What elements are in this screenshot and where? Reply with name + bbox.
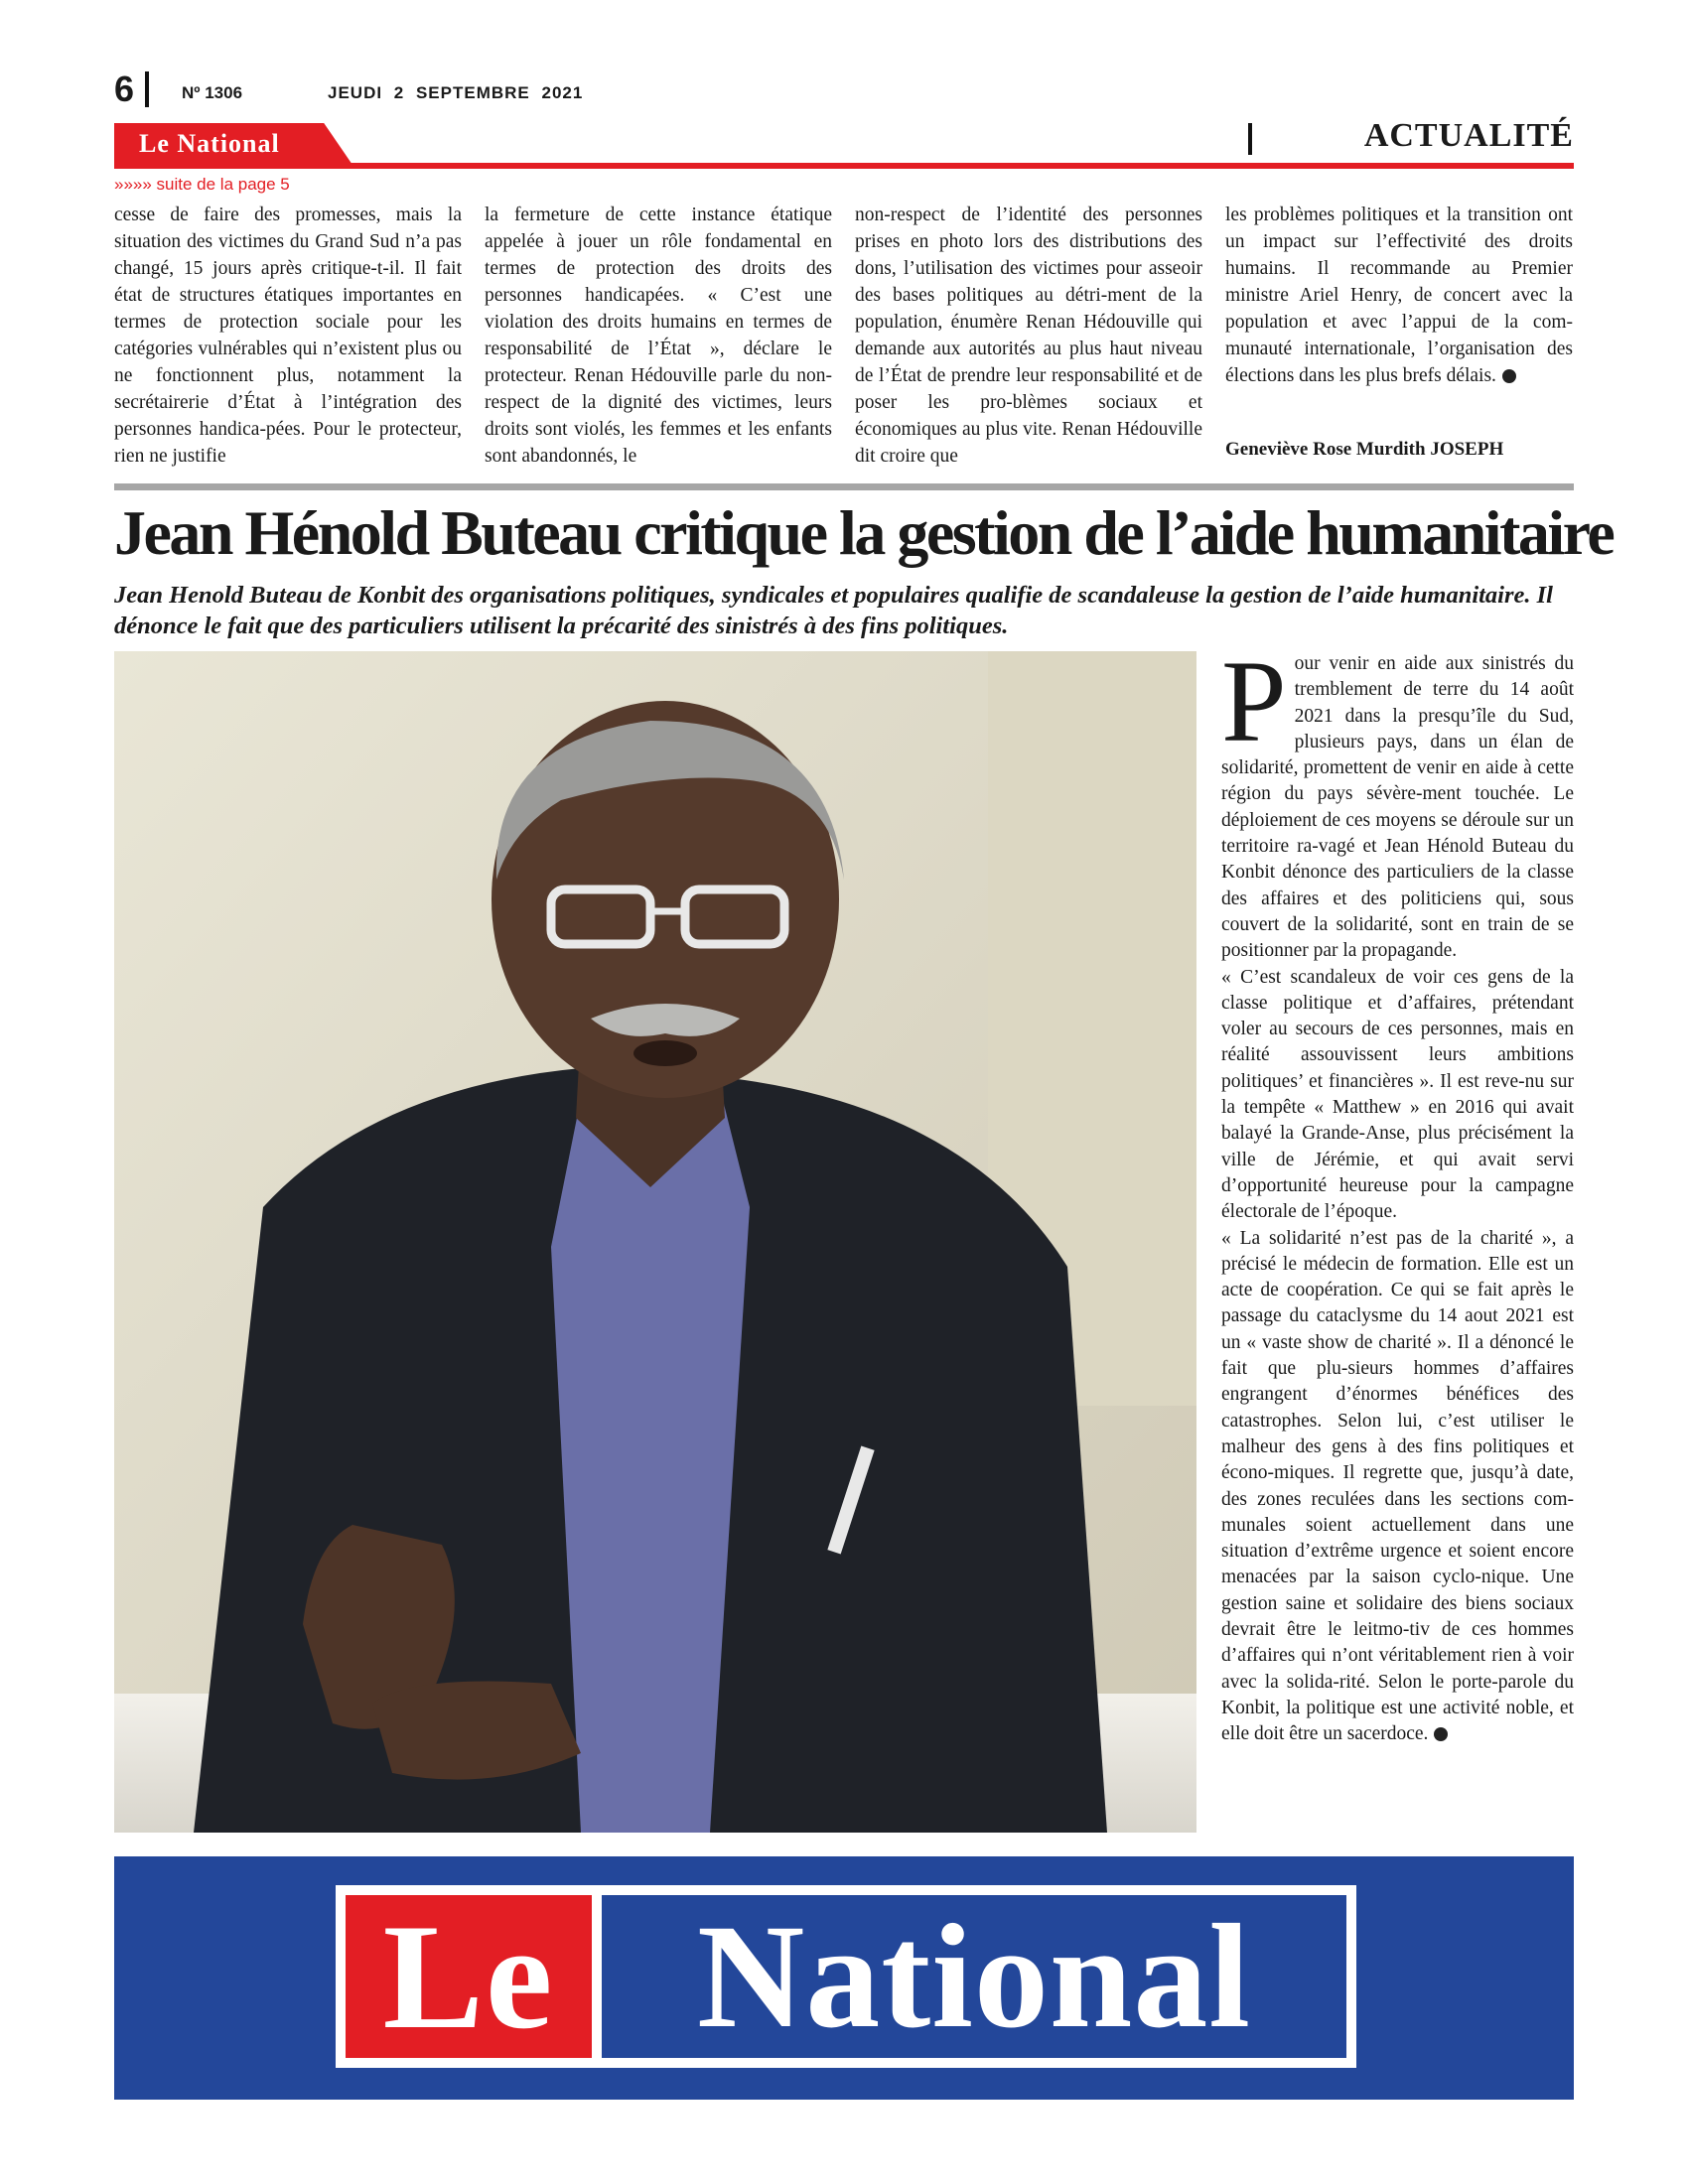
logo-national-text: National <box>696 1894 1252 2059</box>
article-paragraph-2: « C’est scandaleux de voir ces gens de la classe politique et d’affaires, prétendant voler au secours de ces personnes, mais en réalité assouvissent leurs ambitions politiques’ et financières ». Il est reve-nu sur la tempête « Matthew » en 2016 qui avait balayé la Grande-Anse, plus précisément la ville de Jérémie, et qui avait servi d’opportunité heureuse pour la campagne électorale de l’époque. <box>1221 966 1574 1223</box>
page-number: 6 <box>114 68 135 109</box>
continuation-column-4 <box>1225 202 1573 470</box>
continuation-column-4-text: les problèmes politiques et la transition ont un impact sur l’effectivité des droits humains. Il recommande au Premier ministre Ariel Henry, de concert avec la population et avec l’appui de la com-munauté internationale, l’organisation des élections dans les plus brefs délais. <box>1225 205 1573 386</box>
article-headline: Jean Hénold Buteau critique la gestion de l’aide humanitaire <box>114 497 1614 568</box>
section-title: ACTUALITÉ <box>1363 117 1574 154</box>
continuation-column-1: cesse de faire des promesses, mais la situation des victimes du Grand Sud n’a pas changé, 15 jours après critique-t-il. Il fait état de structures étatiques importantes en termes de protection sociale pour les catégories vulnérables qui n’existent plus ou ne fonctionnent plus, notamment la secrétairerie d’État à l’intégration des personnes handica-pées. Pour le protecteur, rien ne justifie <box>114 205 462 467</box>
byline: Geneviève Rose Murdith JOSEPH <box>1225 439 1504 460</box>
brand-tab-label: Le National <box>139 129 280 158</box>
issue-number: Nº 1306 <box>182 83 243 102</box>
logo-le-text: Le <box>382 1893 555 2060</box>
page-number-divider <box>145 71 149 107</box>
article-paragraph-3-text: « La solidarité n’est pas de la charité », a précisé le médecin de formation. Elle est un acte de coopération. Ce qui se fait après le passage du cataclysme du 14 aout 2021 est un « vaste show de charité ». Il a dénoncé le fait que plu-sieurs hommes d’affaires engrangent d’énormes bénéfices des catastrophes. Selon lui, c’est utiliser le malheur des gens à des fins politiques et écono-miques. Il regrette que, jusqu’à date, des zones reculées dans les sections com-munales soient actuellement dans une situation d’extrême urgence et soient encore menacées par la saison cyclo-nique. Une gestion saine et solidaire des biens sociaux devrait être le leitmo-tiv de ces hommes d’affaires qui n’ont véritablement rien à voir avec la solida-rité. Selon le porte-parole du Konbit, la politique est une activité noble, et elle doit être un sacerdoce. <box>1221 1227 1574 1745</box>
portrait-photo-icon <box>114 651 1196 1833</box>
article-body <box>1221 636 1574 1747</box>
publication-date: JEUDI 2 SEPTEMBRE 2021 <box>328 83 584 102</box>
section-divider <box>1248 123 1252 155</box>
end-mark-icon <box>1502 369 1516 383</box>
article-paragraph-1: our venir en aide aux sinistrés du tremblement de terre du 14 août 2021 dans la presqu’île du Sud, plusieurs pays, dans un élan de solidarité, promettent de venir en aide à cette région du pays sévère-ment touchée. Le déploiement de ces moyens se déroule sur un territoire ra-vagé et Jean Hénold Buteau du Konbit dénonce des particuliers de la classe des affaires et des politiciens qui, sous couvert de la solidarité, sont en train de se positionner par la propagande. <box>1221 653 1574 962</box>
article-standfirst: Jean Henold Buteau de Konbit des organisations politiques, syndicales et populaires qualifie de scandaleuse la gestion de l’aide humanitaire. Il dénonce le fait que des particuliers utilisent la précarité des sinistrés à des fins politiques. <box>114 582 1553 639</box>
continued-from-label: »»»» suite de la page 5 <box>114 175 290 194</box>
continuation-column-3: non-respect de l’identité des personnes prises en photo lors des distributions des dons, l’utilisation des victimes pour asseoir des bases politiques au détri-ment de la population, énumère Renan Hédouville qui demande aux autorités au plus haut niveau de l’État de prendre leur responsabilité et de poser les pro-blèmes sociaux et économiques au plus vite. Renan Hédouville dit croire que <box>855 205 1202 467</box>
article-separator-rule <box>114 483 1574 490</box>
article-photo <box>114 651 1196 1833</box>
dropcap: P <box>1221 636 1287 766</box>
continuation-column-2: la fermeture de cette instance étatique appelée à jouer un rôle fondamental en termes de protection des droits des personnes handicapées. « C’est une violation des droits humains en termes de responsabilité de l’État », déclare le protecteur. Renan Hédouville parle du non-respect de la dignité des victimes, leurs droits sont violés, les femmes et les enfants sont abandonnés, le <box>485 205 832 467</box>
end-mark-icon <box>1434 1727 1448 1741</box>
article-paragraph-3 <box>1221 1226 1574 1748</box>
header-red-rule <box>114 163 1574 169</box>
